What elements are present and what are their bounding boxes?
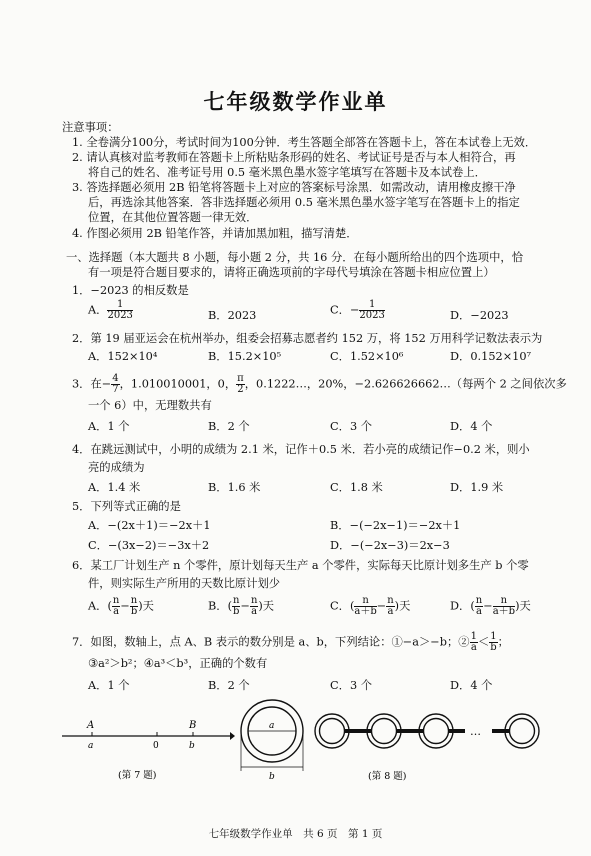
q4-stem: 4．在跳远测试中，小明的成绩为 2.1 米，记作＋0.5 米．若小亮的成绩记作−0.2 米，则小 — [72, 443, 530, 456]
q3-option-d: D．4 个 — [450, 420, 493, 433]
q1-option-a: A． $\frac{1}{2023}$ — [88, 299, 133, 321]
q7-option-d: D．4 个 — [450, 679, 493, 692]
section-heading-cont: 有一项是符合题目要求的，请将正确选项前的字母代号填涂在答题卡相应位置上） — [88, 266, 495, 279]
q2-option-b: B．15.2×10⁵ — [208, 350, 282, 363]
dim-a-label: a — [269, 721, 275, 731]
page-footer: 七年级数学作业单 共 6 页 第 1 页 — [208, 828, 383, 840]
fig8-caption: (第 8 题) — [368, 771, 407, 782]
note-line: 位置，在其他位置答题一律无效． — [88, 211, 258, 224]
q1-stem: 1．−2023 的相反数是 — [72, 284, 189, 297]
chain-ring — [372, 719, 397, 744]
q2-option-c: C．1.52×10⁶ — [330, 350, 404, 363]
q2-option-d: D．0.152×10⁷ — [450, 350, 532, 363]
q6-option-b: B．( $\frac{n}{b}$ − $\frac{n}{a}$ )天 — [208, 595, 275, 617]
dim-b-label: b — [269, 772, 275, 782]
note-line: 1. 全卷满分100分，考试时间为100分钟．考生答题全部答在答题卡上，答在本试卷上无效． — [72, 136, 537, 149]
q2-stem: 2．第 19 届亚运会在杭州举办，组委会招募志愿者约 152 万，将 152 万用科学记数法表示为 — [72, 332, 543, 345]
q5-option-a: A．−(2x＋1)＝−2x＋1 — [88, 519, 211, 532]
fig8-rings — [232, 695, 562, 795]
page-title: 七年级数学作业单 — [203, 89, 388, 114]
q7-option-a: A．1 个 — [88, 679, 130, 692]
q5-option-b: B．−(−2x−1)＝−2x＋1 — [330, 519, 461, 532]
q6-option-c: C．( $\frac{n}{a+b}$ − $\frac{n}{a}$ )天 — [330, 595, 411, 617]
ring-link — [345, 729, 371, 733]
q1-option-b: B．2023 — [208, 309, 257, 322]
chain-ring — [510, 719, 535, 744]
q7-option-b: B．2 个 — [208, 679, 250, 692]
note-line: 3. 答选择题必须用 2B 铅笔将答题卡上对应的答案标号涂黑．如需改动，请用橡皮擦干净 — [72, 181, 516, 194]
ring-links — [345, 729, 509, 733]
q4-option-a: A．1.4 米 — [88, 481, 141, 494]
q4-stem-cont: 亮的成绩为 — [88, 461, 145, 474]
q3-option-a: A．1 个 — [88, 420, 130, 433]
ring-link — [492, 729, 509, 733]
q4-option-b: B．1.6 米 — [208, 481, 261, 494]
q6-option-a: A．( $\frac{n}{a}$ − $\frac{n}{b}$ )天 — [88, 595, 154, 617]
q3-stem: 3．在− $\frac{4}{7}$ ，1.010010001，0， $\frac{\pi}{2}$ ，0.1222…，20%，−2.626626662…（每两个 2 之间依次多 — [72, 373, 567, 395]
q6-stem: 6．某工厂计划生产 n 个零件，原计划每天生产 a 个零件，实际每天比原计划多生产 b 个零 — [72, 559, 529, 572]
q6-stem-cont: 件，则实际生产所用的天数比原计划少 — [88, 577, 281, 590]
q5-option-c: C．−(3x−2)＝−3x＋2 — [88, 539, 210, 552]
q6-option-d: D．( $\frac{n}{a}$ − $\frac{n}{a+b}$ )天 — [450, 595, 531, 617]
q7-stem-cont: ③a²＞b²；④a³＜b³，正确的个数有 — [88, 657, 268, 670]
chain-ring — [320, 719, 345, 744]
note-line: 2. 请认真核对监考教师在答题卡上所粘贴条形码的姓名、考试证号是否与本人相符合，再 — [72, 151, 516, 164]
q5-option-d: D．−(−2x−3)＝2x−3 — [330, 539, 450, 552]
q7-option-c: C．3 个 — [330, 679, 373, 692]
point-A-label: A — [87, 720, 95, 731]
fig7-number-line — [60, 710, 235, 790]
section-heading: 一、选择题（本大题共 8 小题，每小题 2 分，共 16 分．在每小题所给出的四个选项中，恰 — [66, 251, 523, 264]
note-line: 将自己的姓名、准考证号用 0.5 毫米黑色墨水签字笔填写在答题卡及本试卷上． — [88, 166, 486, 179]
value-b-label: b — [189, 741, 195, 751]
q4-option-d: D．1.9 米 — [450, 481, 504, 494]
note-line: 4. 作图必须用 2B 铅笔作答，并请加黑加粗，描写清楚． — [72, 227, 358, 240]
q3-stem-cont: 一个 6）中，无理数共有 — [88, 399, 212, 412]
note-line: 后，再选涂其他答案．答非选择题必须用 0.5 毫米黑色墨水签字笔写在答题卡上的指定 — [88, 196, 520, 209]
ring-link — [397, 729, 423, 733]
q1-option-d: D．−2023 — [450, 309, 509, 322]
zero-label: 0 — [153, 741, 159, 751]
q5-stem: 5．下列等式正确的是 — [72, 500, 181, 513]
ellipsis: … — [470, 725, 481, 738]
chain-ring — [424, 719, 449, 744]
q4-option-c: C．1.8 米 — [330, 481, 383, 494]
q7-stem: 7．如图，数轴上，点 A、B 表示的数分别是 a、b，下列结论：①−a＞−b；② $\frac{1}{a}$ ＜ $\frac{1}{b}$ ； — [72, 631, 509, 653]
q3-option-b: B．2 个 — [208, 420, 250, 433]
fig7-caption: (第 7 题) — [118, 770, 157, 781]
q2-option-a: A．152×10⁴ — [88, 350, 158, 363]
q1-option-c: C．− $\frac{1}{2023}$ — [330, 299, 385, 321]
point-B-label: B — [189, 720, 197, 731]
q3-option-c: C．3 个 — [330, 420, 373, 433]
notes-header: 注意事项： — [62, 121, 119, 134]
value-a-label: a — [88, 741, 94, 751]
ring-link — [449, 729, 465, 733]
